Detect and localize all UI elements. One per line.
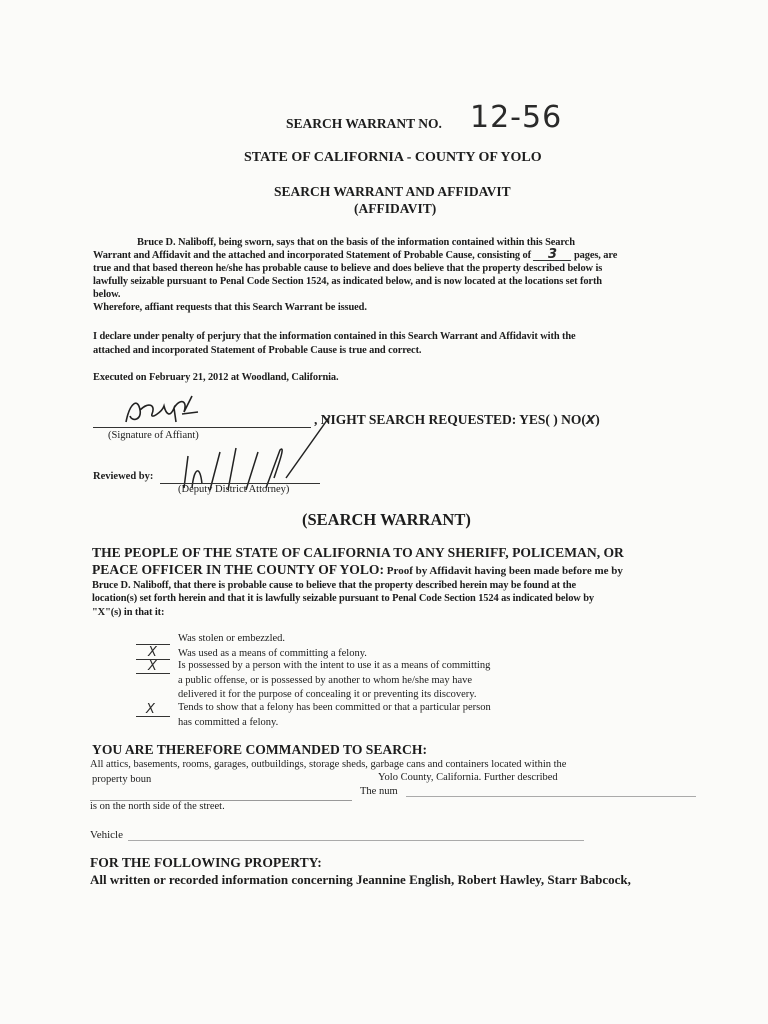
reviewer-caption: (Deputy District Attorney) bbox=[178, 484, 290, 495]
warrant-number-handwritten: 12-56 bbox=[470, 100, 563, 135]
checklist-item-tends-to-show: Tends to show that a felony has been committed or that a particular person bbox=[178, 702, 491, 713]
reviewed-by-label: Reviewed by: bbox=[93, 471, 154, 482]
people-line-2: PEACE OFFICER IN THE COUNTY OF YOLO: Proof by Affidavit having been made before me by bbox=[92, 562, 623, 577]
night-search-request: , NIGHT SEARCH REQUESTED: YES( ) NO(X) bbox=[314, 412, 600, 427]
perjury-line-2: attached and incorporated Statement of Probable Cause is true and correct. bbox=[93, 345, 422, 356]
people-line-1: THE PEOPLE OF THE STATE OF CALIFORNIA TO ANY SHERIFF, POLICEMAN, OR bbox=[92, 545, 624, 560]
state-county-heading: STATE OF CALIFORNIA - COUNTY OF YOLO bbox=[244, 150, 542, 165]
property-heading: FOR THE FOLLOWING PROPERTY: bbox=[90, 855, 322, 870]
warrant-number-label: SEARCH WARRANT NO. bbox=[286, 116, 442, 131]
affidavit-line-3: true and that based thereon he/she has probable cause to believe and does believe that the property described below is bbox=[93, 263, 603, 274]
vehicle-label: Vehicle bbox=[90, 829, 123, 841]
checklist-item-intent: Is possessed by a person with the intent to use it as a means of committing bbox=[178, 660, 491, 671]
affidavit-line-1: Bruce D. Naliboff, being sworn, says that on the basis of the information contained within this Search bbox=[137, 237, 575, 248]
vehicle-redacted-line bbox=[128, 840, 584, 841]
checkbox-mark-tends-to-show: X bbox=[146, 702, 155, 717]
people-line-3: Bruce D. Naliboff, that there is probable cause to believe that the property described herein may be found at the bbox=[92, 580, 577, 591]
search-scope-line-3: The num bbox=[360, 786, 398, 797]
document-subtitle: (AFFIDAVIT) bbox=[354, 201, 437, 216]
redacted-number-line bbox=[406, 796, 696, 797]
page-count-handwritten: 3 bbox=[533, 249, 571, 261]
checklist-item-stolen: Was stolen or embezzled. bbox=[178, 633, 286, 644]
affidavit-line-6: Wherefore, affiant requests that this Search Warrant be issued. bbox=[93, 302, 367, 313]
checkbox-mark-felony-means: X bbox=[148, 645, 157, 660]
checklist-item-felony-means: Was used as a means of committing a felony. bbox=[178, 648, 367, 659]
people-line-5: "X"(s) in that it: bbox=[92, 607, 165, 618]
command-to-search-heading: YOU ARE THEREFORE COMMANDED TO SEARCH: bbox=[92, 742, 427, 757]
affidavit-line-4: lawfully seizable pursuant to Penal Code Section 1524, as indicated below, and is now located at the locations set forth bbox=[93, 276, 602, 287]
affidavit-line-2: Warrant and Affidavit and the attached and incorporated Statement of Probable Cause, consisting of 3 pages, are bbox=[93, 247, 618, 262]
checkbox-mark-intent: X bbox=[148, 659, 157, 674]
people-line-4: location(s) set forth herein and that it is lawfully seizable pursuant to Penal Code Section 1524 as indicated below by bbox=[92, 593, 594, 604]
search-scope-line-2b: Yolo County, California. Further described bbox=[378, 772, 558, 783]
document-title: SEARCH WARRANT AND AFFIDAVIT bbox=[274, 184, 511, 199]
search-warrant-heading: (SEARCH WARRANT) bbox=[302, 510, 471, 529]
search-scope-line-1: All attics, basements, rooms, garages, outbuildings, storage sheds, garbage cans and containers located within the bbox=[90, 759, 567, 770]
perjury-line-1: I declare under penalty of perjury that the information contained in this Search Warrant and Affidavit with the bbox=[93, 331, 576, 342]
checklist-item-tends-to-show-cont: has committed a felony. bbox=[178, 717, 279, 728]
affidavit-line-5: below. bbox=[93, 289, 121, 300]
night-search-no-mark: X bbox=[585, 413, 596, 427]
signature-caption: (Signature of Affiant) bbox=[108, 430, 199, 441]
search-scope-line-2a: property boun bbox=[92, 774, 152, 785]
checklist-item-concealing: delivered it for the purpose of concealing it or preventing its discovery. bbox=[178, 689, 477, 700]
search-scope-line-4: is on the north side of the street. bbox=[90, 801, 225, 812]
executed-statement: Executed on February 21, 2012 at Woodland, California. bbox=[93, 372, 339, 383]
property-line-1: All written or recorded information concerning Jeannine English, Robert Hawley, Starr Babcock, bbox=[90, 872, 631, 887]
checklist-item-intent-cont: a public offense, or is possessed by another to whom he/she may have bbox=[178, 675, 473, 686]
